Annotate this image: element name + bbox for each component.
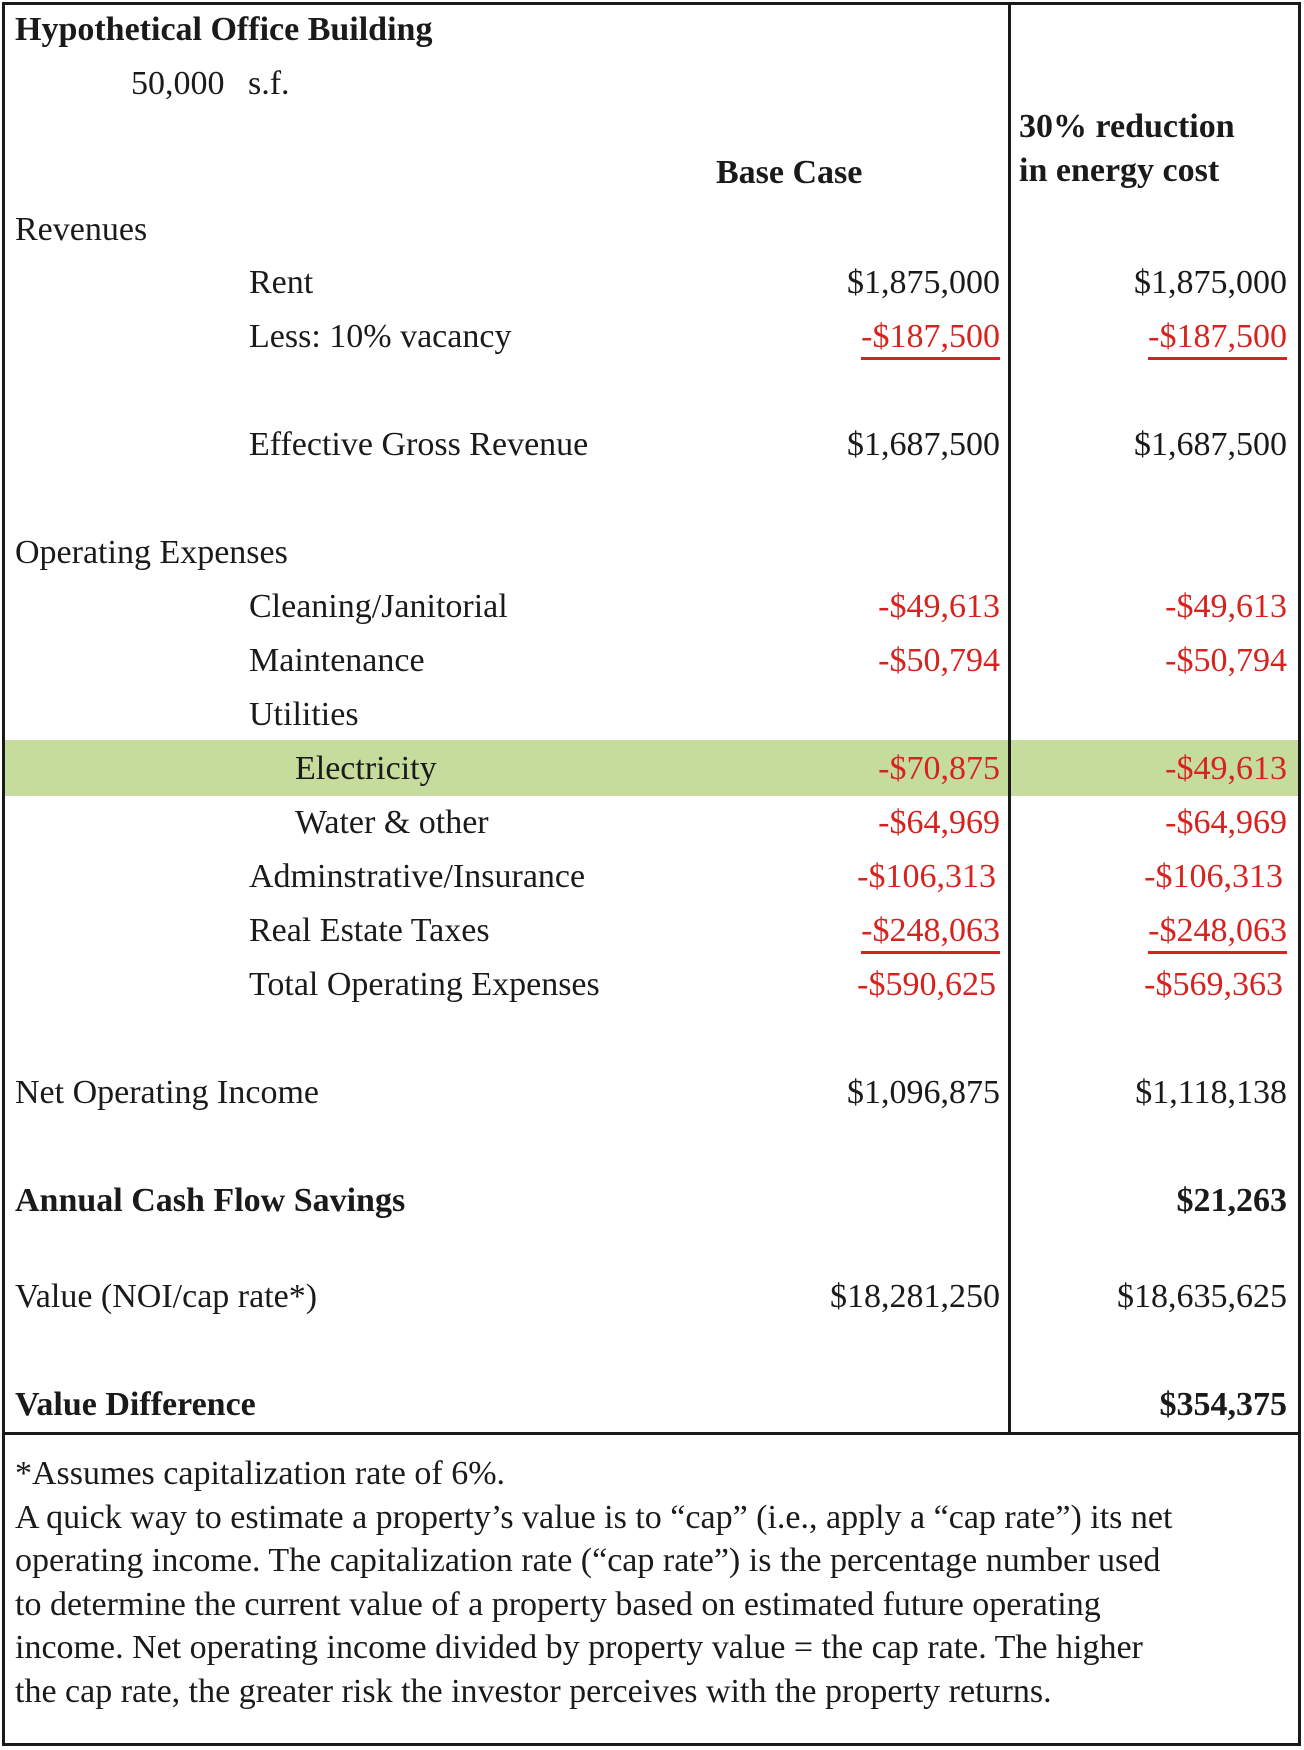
- admin-base: -$106,313: [857, 858, 996, 895]
- column-header-alt-line1: 30% reduction: [1019, 108, 1235, 145]
- footnote-line-3: operating income. The capitalization rate (“cap rate”) is the percentage number used: [15, 1542, 1161, 1579]
- row-label-savings: Annual Cash Flow Savings: [15, 1182, 406, 1219]
- footnote: [15, 1452, 1285, 1713]
- admin-alt: -$106,313: [1144, 858, 1283, 895]
- electricity-base: -$70,875: [878, 750, 1000, 787]
- taxes-base: -$248,063: [861, 911, 1000, 954]
- footnote-line-2: A quick way to estimate a property’s value is to “cap” (i.e., apply a “cap rate”) its net: [15, 1498, 1173, 1536]
- section-operating-expenses: Operating Expenses: [15, 534, 288, 571]
- column-header-base: Base Case: [716, 154, 863, 191]
- value-base: $18,281,250: [830, 1278, 1000, 1315]
- row-label-value-difference: Value Difference: [15, 1386, 256, 1423]
- egr-alt: $1,687,500: [1134, 426, 1287, 463]
- row-label-vacancy: Less: 10% vacancy: [249, 318, 512, 355]
- row-label-egr: Effective Gross Revenue: [249, 426, 589, 463]
- taxes-alt: -$248,063: [1148, 911, 1287, 954]
- rent-alt: $1,875,000: [1134, 264, 1287, 301]
- vacancy-alt: -$187,500: [1148, 317, 1287, 360]
- cleaning-alt: -$49,613: [1165, 588, 1287, 625]
- footnote-line-4: to determine the current value of a property based on estimated future operating: [15, 1585, 1101, 1623]
- building-size-value: 50,000: [131, 65, 225, 102]
- maintenance-alt: -$50,794: [1165, 642, 1287, 679]
- row-label-cleaning: Cleaning/Janitorial: [249, 588, 508, 625]
- footnote-divider: [2, 1432, 1301, 1435]
- row-label-maintenance: Maintenance: [249, 642, 425, 679]
- row-label-value: Value (NOI/cap rate*): [15, 1278, 318, 1315]
- column-header-alt-line2: in energy cost: [1019, 152, 1220, 189]
- row-label-utilities: Utilities: [249, 696, 359, 733]
- value-difference-alt: $354,375: [1159, 1386, 1287, 1423]
- electricity-alt: -$49,613: [1165, 750, 1287, 787]
- section-revenues: Revenues: [15, 211, 148, 248]
- egr-base: $1,687,500: [847, 426, 1000, 463]
- savings-alt: $21,263: [1176, 1182, 1287, 1219]
- total-expenses-base: -$590,625: [857, 966, 996, 1003]
- water-base: -$64,969: [878, 804, 1000, 841]
- value-alt: $18,635,625: [1117, 1278, 1287, 1315]
- footnote-line-6: the cap rate, the greater risk the investor perceives with the property returns.: [15, 1672, 1052, 1710]
- column-divider: [1008, 2, 1011, 1435]
- row-label-total-expenses: Total Operating Expenses: [249, 966, 600, 1003]
- building-size-unit: s.f.: [248, 65, 290, 102]
- noi-base: $1,096,875: [847, 1074, 1000, 1111]
- vacancy-base: -$187,500: [861, 317, 1000, 360]
- row-label-admin: Adminstrative/Insurance: [249, 858, 586, 895]
- row-label-rent: Rent: [249, 264, 314, 301]
- water-alt: -$64,969: [1165, 804, 1287, 841]
- noi-alt: $1,118,138: [1135, 1074, 1287, 1111]
- total-expenses-alt: -$569,363: [1144, 966, 1283, 1003]
- cleaning-base: -$49,613: [878, 588, 1000, 625]
- footnote-line-1: *Assumes capitalization rate of 6%.: [15, 1455, 506, 1492]
- footnote-line-5: income. Net operating income divided by property value = the cap rate. The higher: [15, 1629, 1143, 1666]
- row-label-electricity: Electricity: [295, 750, 437, 787]
- page-title: Hypothetical Office Building: [15, 11, 433, 48]
- row-label-water: Water & other: [295, 804, 489, 841]
- row-label-noi: Net Operating Income: [15, 1074, 319, 1111]
- row-label-taxes: Real Estate Taxes: [249, 912, 490, 949]
- rent-base: $1,875,000: [847, 264, 1000, 301]
- maintenance-base: -$50,794: [878, 642, 1000, 679]
